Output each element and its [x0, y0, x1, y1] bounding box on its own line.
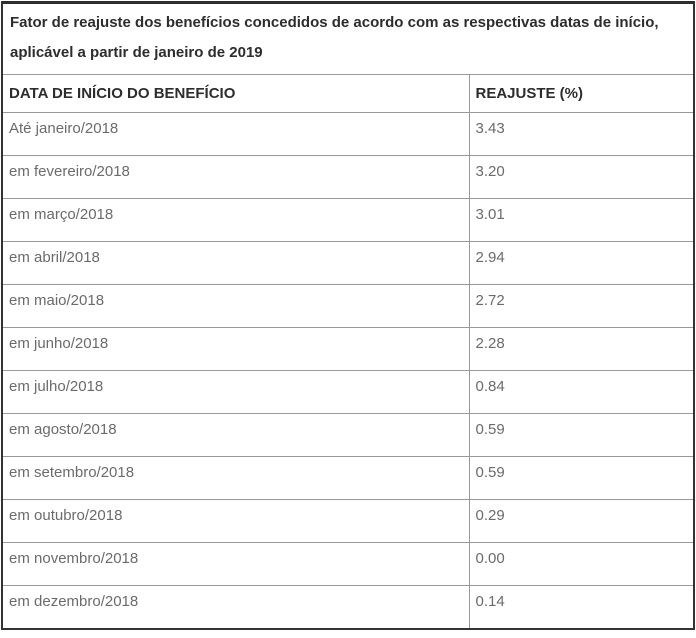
reajuste-value-cell: 2.72	[469, 285, 694, 328]
table-row	[2, 242, 694, 285]
table-title-line-1: Fator de reajuste dos benefícios concedidos de acordo com as respectivas datas de início,	[10, 14, 659, 31]
benefit-start-date-cell: em setembro/2018	[2, 457, 469, 500]
reajuste-value-cell: 0.84	[469, 371, 694, 414]
column-header-reajuste: REAJUSTE (%)	[469, 75, 694, 113]
table-row	[2, 328, 694, 371]
reajuste-value-cell: 0.29	[469, 500, 694, 543]
table-row	[2, 457, 694, 500]
table-row	[2, 156, 694, 199]
benefit-start-date-cell: em março/2018	[2, 199, 469, 242]
benefit-start-date-cell: em outubro/2018	[2, 500, 469, 543]
reajuste-value-cell: 0.14	[469, 586, 694, 629]
reajuste-table	[1, 1, 695, 630]
table-title-row	[2, 3, 694, 75]
table-header-row	[2, 75, 694, 113]
benefit-start-date-cell: Até janeiro/2018	[2, 113, 469, 156]
benefit-start-date-cell: em fevereiro/2018	[2, 156, 469, 199]
table-title	[2, 3, 694, 75]
reajuste-value-cell: 0.00	[469, 543, 694, 586]
reajuste-value-cell: 3.43	[469, 113, 694, 156]
benefit-start-date-cell: em novembro/2018	[2, 543, 469, 586]
reajuste-value-cell: 2.94	[469, 242, 694, 285]
benefit-start-date-cell: em junho/2018	[2, 328, 469, 371]
benefit-start-date-cell: em abril/2018	[2, 242, 469, 285]
table-title-line-2: aplicável a partir de janeiro de 2019	[10, 44, 263, 61]
reajuste-value-cell: 3.01	[469, 199, 694, 242]
benefit-start-date-cell: em julho/2018	[2, 371, 469, 414]
table-row	[2, 199, 694, 242]
table-row	[2, 414, 694, 457]
table-row	[2, 543, 694, 586]
reajuste-value-cell: 2.28	[469, 328, 694, 371]
column-header-data-inicio: DATA DE INÍCIO DO BENEFÍCIO	[2, 75, 469, 113]
benefit-start-date-cell: em maio/2018	[2, 285, 469, 328]
reajuste-value-cell: 0.59	[469, 457, 694, 500]
benefit-start-date-cell: em agosto/2018	[2, 414, 469, 457]
table-row	[2, 285, 694, 328]
table-row	[2, 371, 694, 414]
benefit-start-date-cell: em dezembro/2018	[2, 586, 469, 629]
reajuste-value-cell: 0.59	[469, 414, 694, 457]
table-row	[2, 113, 694, 156]
reajuste-value-cell: 3.20	[469, 156, 694, 199]
table-row	[2, 500, 694, 543]
table-row	[2, 586, 694, 629]
